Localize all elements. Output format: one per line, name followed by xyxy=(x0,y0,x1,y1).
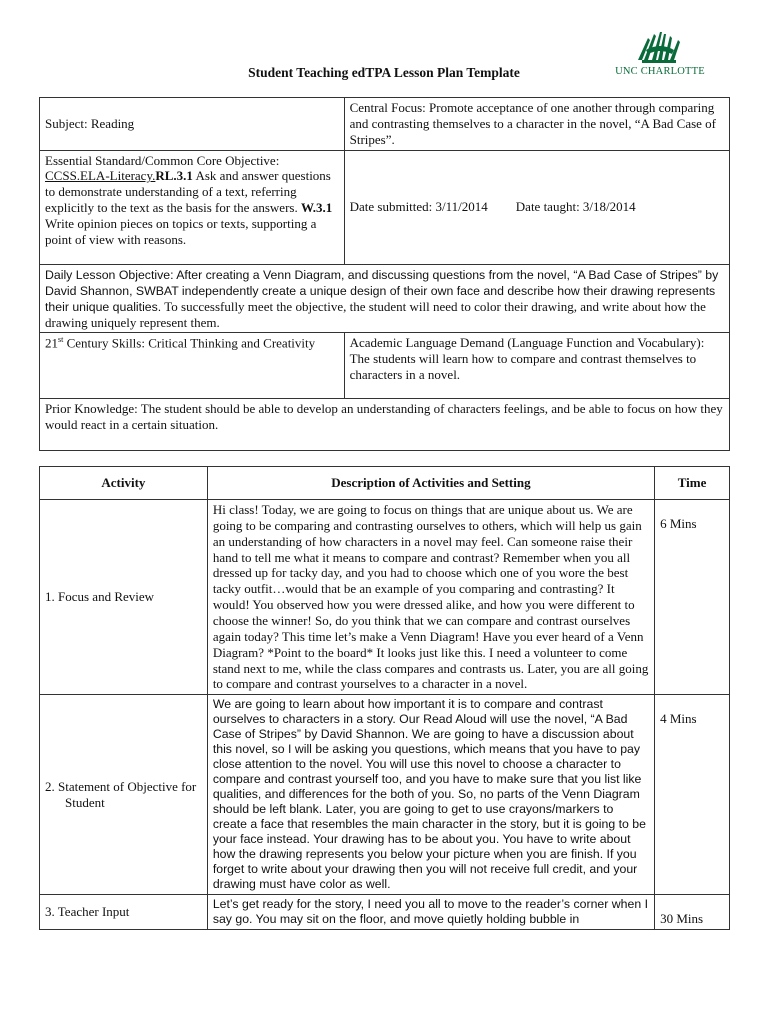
language-demand-text: Academic Language Demand (Language Function and Vocabulary): The students will learn how to compare and contrast themselves to characters in a novel. xyxy=(349,335,705,383)
subject-text: Subject: Reading xyxy=(45,115,135,131)
lesson-info-table xyxy=(39,97,730,451)
activity-time: 4 Mins xyxy=(655,695,730,895)
skills-cell xyxy=(40,333,345,399)
central-focus-cell xyxy=(344,98,729,151)
activity-name xyxy=(40,695,208,895)
activities-table xyxy=(39,466,730,930)
date-taught: Date taught: 3/18/2014 xyxy=(515,199,636,215)
central-focus-text: Central Focus: Promote acceptance of one another through comparing and contrasting themselves to a character in the novel, “A Bad Case of Stripes”. xyxy=(349,100,717,147)
table-row xyxy=(40,695,730,895)
daily-objective-text: Daily Lesson Objective: After creating a Venn Diagram, and discussing questions from the novel, “A Bad Case of Stripes” by David Shannon, SWBAT independently create a unique design of their own face and describe how their drawing represents their unique qualities. xyxy=(45,267,719,314)
unc-charlotte-logo xyxy=(606,30,714,80)
table-row xyxy=(40,895,730,930)
dates-cell xyxy=(344,150,729,264)
standard-cell xyxy=(40,150,345,264)
standard-code-link: CCSS.ELA-Literacy. xyxy=(45,168,156,184)
time-header: Time xyxy=(655,467,730,500)
skills-number: 21 xyxy=(45,335,58,351)
date-submitted: Date submitted: 3/11/2014 xyxy=(349,199,488,215)
skills-text: Century Skills: Critical Thinking and Creativity xyxy=(63,335,316,351)
standard-text-w: Write opinion pieces on topics or texts, supporting a point of view with reasons. xyxy=(45,216,317,247)
activity-time: 6 Mins xyxy=(655,500,730,695)
activity-description: Hi class! Today, we are going to focus on things that are unique about us. We are going to be comparing and contrasting ourselves to others, which will help us gain an understanding of how characters in a novel may feel. Can someone raise their hand to tell me what it means to compare and contrast? Remember when you all dressed up for tacky day, and you had to choose which one of you wore the best tacky outfit…would that be an example of you comparing and contrasting? It would! You observed how you were dressed alike, and how you were different to choose the winner! So, do you think that we can compare and contrast ourselves again today? This time let’s make a Venn Diagram! Have you ever heard of a Venn Diagram? *Point to the board* It looks just like this. I need a volunteer to come stand next to me, while the class compares and contrasts us. Later, you are all going to compare and contrast yourselves to a character in a novel. xyxy=(207,500,654,695)
daily-objective-criteria: To successfully meet the objective, the student will need to color their drawing, and write about how the drawing uniquely represent them. xyxy=(45,298,706,330)
activity-time: 30 Mins xyxy=(655,895,730,930)
standard-prefix: Essential Standard/Common Core Objective: xyxy=(45,152,280,168)
standard-code-w: W.3.1 xyxy=(300,200,333,216)
description-header: Description of Activities and Setting xyxy=(207,467,654,500)
document-title: Student Teaching edTPA Lesson Plan Template xyxy=(248,65,520,80)
activity-header: Activity xyxy=(40,467,208,500)
standard-text-rl: Ask and answer questions to demonstrate understanding of a text, referring explicitly to the text as the basis for the answers. xyxy=(45,168,331,216)
table-row xyxy=(40,500,730,695)
standard-code-rl: RL.3.1 xyxy=(155,168,193,184)
prior-knowledge-text: Prior Knowledge: The student should be able to develop an understanding of characters feelings, and be able to focus on how they would react in a certain situation. xyxy=(45,401,723,433)
skills-superscript: st xyxy=(58,335,64,345)
activity-name-text: 2. Statement of Objective for Student xyxy=(45,778,197,810)
language-demand-cell xyxy=(344,333,729,399)
activity-description: We are going to learn about how important it is to compare and contrast ourselves to characters in a story. Our Read Aloud will use the novel, “A Bad Case of Stripes” by David Shannon. We are going to have a discussion about this novel, so I will be asking you questions, which means that you have to pay close attention to the novel. You will use this novel to choose a character to compare and contrast yourself too, and you have to make sure that you list like qualities, and differences for the both of you. So, no parts of the Venn Diagram should be left blank. Later, you are going to get to use crayons/markers to create a face that resembles the main character in the story, but it is going to be your face instead. Your drawing has to be about you. You have to write about how the drawing represents you below your picture when you are finish. If you forget to write about your drawing then you will not receive full credit, and your drawing must have color as well. xyxy=(207,695,654,895)
activity-name: 1. Focus and Review xyxy=(40,500,208,695)
activity-description: Let’s get ready for the story, I need you all to move to the reader’s corner when I say go. You may sit on the floor, and move quietly holding bubble in xyxy=(207,895,654,930)
subject-cell xyxy=(40,98,345,151)
logo-text: UNC CHARLOTTE xyxy=(615,66,705,77)
crown-logo-icon xyxy=(606,30,714,66)
activity-name: 3. Teacher Input xyxy=(40,895,208,930)
daily-objective-cell xyxy=(40,264,730,333)
prior-knowledge-cell xyxy=(40,399,730,451)
